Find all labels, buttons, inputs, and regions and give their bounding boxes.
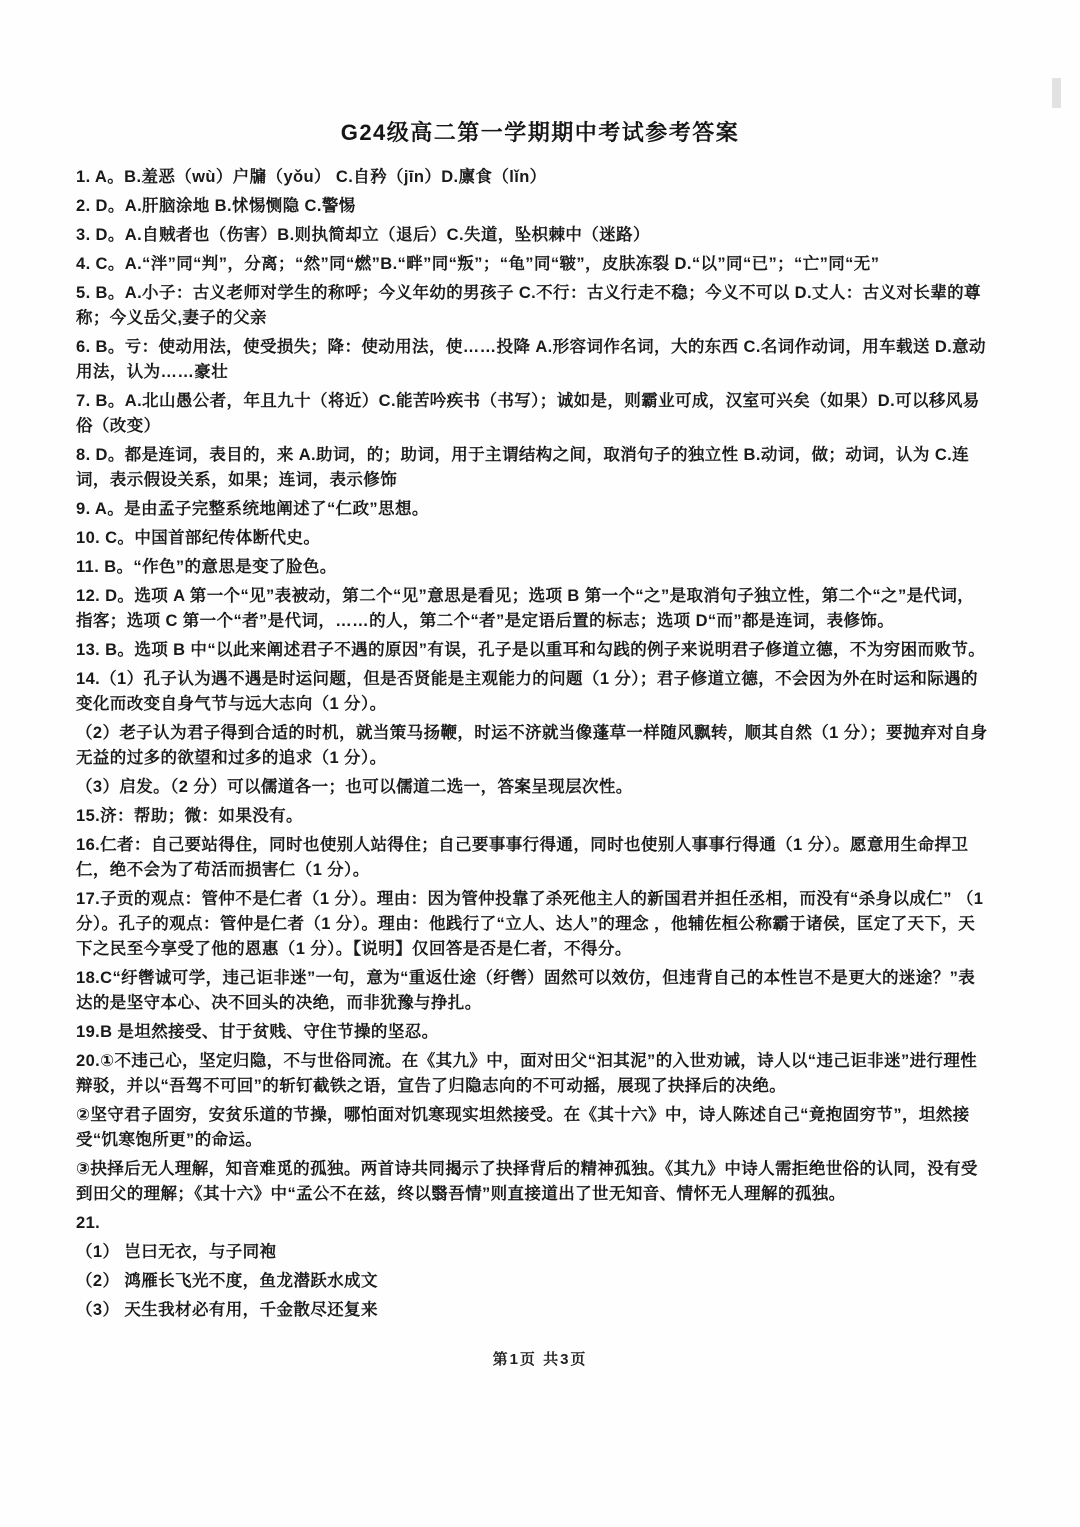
answer-line: 8. D。都是连词，表目的，来 A.助词，的；助词，用于主谓结构之间，取消句子的独立性 B.动词，做；动词，认为 C.连词，表示假设关系，如果；连词，表示修饰	[76, 446, 970, 489]
answer-line: 11. B。“作色”的意思是变了脸色。	[76, 558, 337, 576]
answer-line: （1） 岂曰无衣，与子同袍	[76, 1243, 277, 1261]
answer-line: 20.①不违己心，坚定归隐，不与世俗同流。在《其九》中，面对田父“汩其泥”的入世劝诫，诗人以“违己讵非迷”进行理性辩驳，并以“吾驾不可回”的斩钉截铁之语，宣告了归隐志向的不可动摇，展现了抉择后的决绝。	[76, 1052, 978, 1095]
scan-artifact	[1052, 78, 1061, 108]
answer-line: 21.	[76, 1214, 101, 1232]
answer-line: 9. A。是由孟子完整系统地阐述了“仁政”思想。	[76, 500, 429, 518]
answer-line: 17.子贡的观点：管仲不是仁者（1 分）。理由：因为管仲投靠了杀死他主人的新国君并担任丞相，而没有“杀身以成仁” （1 分）。孔子的观点：管仲是仁者（1 分）。理由：他践行了“立人、达人”的理念 ，他辅佐桓公称霸于诸侯，匡定了天下，天下之民至今享受了他的恩惠（1 分）。【说明】仅回答是否是仁者，不得分。	[76, 890, 984, 958]
answer-line: 2. D。A.肝脑涂地 B.怵惕恻隐 C.警惕	[76, 197, 356, 215]
answer-line: 4. C。A.“泮”同“判”，分离；“然”同“燃”B.“畔”同“叛”；“龟”同“皲”，皮肤冻裂 D.“以”同“已”；“亡”同“无”	[76, 255, 880, 273]
page-title: G24级高二第一学期期中考试参考答案	[340, 120, 740, 145]
answer-line: 16.仁者：自己要站得住，同时也使别人站得住；自己要事事行得通，同时也使别人事事行得通（1 分）。愿意用生命捍卫仁，绝不会为了苟活而损害仁（1 分）。	[76, 836, 969, 879]
answer-line: （2） 鸿雁长飞光不度，鱼龙潜跃水成文	[76, 1272, 378, 1290]
answer-line: 15.济：帮助；微：如果没有。	[76, 807, 303, 825]
answer-line: 19.B 是坦然接受、甘于贫贱、守住节操的坚忍。	[76, 1023, 439, 1041]
answer-line: ③抉择后无人理解，知音难觅的孤独。两首诗共同揭示了抉择背后的精神孤独。《其九》中诗人需拒绝世俗的认同，没有受到田父的理解；《其十六》中“孟公不在兹，终以翳吾情”则直接道出了世无知音、情怀无人理解的孤独。	[76, 1160, 978, 1203]
answer-line: 14.（1）孔子认为遇不遇是时运问题，但是否贤能是主观能力的问题（1 分）；君子修道立德，不会因为外在时运和际遇的变化而改变自身气节与远大志向（1 分）。	[76, 670, 978, 713]
answer-line: （3） 天生我材必有用，千金散尽还复来	[76, 1301, 378, 1319]
answer-line: 5. B。A.小子：古义老师对学生的称呼；今义年幼的男孩子 C.不行：古义行走不稳；今义不可以 D.丈人：古义对长辈的尊称；今义岳父,妻子的父亲	[76, 284, 981, 327]
answer-line: 18.C“纡辔诚可学，违己讵非迷”一句，意为“重返仕途（纡辔）固然可以效仿，但违背自己的本性岂不是更大的迷途？”表达的是坚守本心、决不回头的决绝，而非犹豫与挣扎。	[76, 969, 976, 1012]
answer-line: （3）启发。（2 分）可以儒道各一；也可以儒道二选一，答案呈现层次性。	[76, 778, 633, 796]
answer-line: 13. B。选项 B 中“以此来阐述君子不遇的原因”有误，孔子是以重耳和勾践的例子来说明君子修道立德，不为穷困而败节。	[76, 641, 986, 659]
answer-line: 7. B。A.北山愚公者，年且九十（将近）C.能苦吟疾书（书写）；诚如是，则霸业可成，汉室可兴矣（如果）D.可以移风易俗（改变）	[76, 392, 980, 435]
answer-line: （2）老子认为君子得到合适的时机，就当策马扬鞭，时运不济就当像蓬草一样随风飘转，顺其自然（1 分）；要抛弃对自身无益的过多的欲望和过多的追求（1 分）。	[76, 724, 988, 767]
answer-line: ②坚守君子固穷，安贫乐道的节操，哪怕面对饥寒现实坦然接受。在《其十六》中，诗人陈述自己“竟抱固穷节”，坦然接受“饥寒饱所更”的命运。	[76, 1106, 970, 1149]
answer-line: 12. D。选项 A 第一个“见”表被动，第二个“见”意思是看见；选项 B 第一个“之”是取消句子独立性，第二个“之”是代词，指客；选项 C 第一个“者”是代词，……的人，第二个“者”是定语后置的标志；选项 D“而”都是连词，表修饰。	[76, 587, 975, 630]
answer-line: 1. A。B.羞恶（wù）户牖（yǒu） C.自矜（jīn）D.廪食（lǐn）	[76, 168, 547, 186]
answer-line: 3. D。A.自贼者也（伤害）B.则执简却立（退后）C.失道，坠枳棘中（迷路）	[76, 226, 650, 244]
answer-line: 10. C。中国首部纪传体断代史。	[76, 529, 321, 547]
page-footer: 第1页 共3页	[492, 1351, 588, 1368]
answer-line: 6. B。亏：使动用法，使受损失；降：使动用法，使……投降 A.形容词作名词，大的东西 C.名词作动词，用车载送 D.意动用法，认为……豪壮	[76, 338, 986, 381]
answers-list	[0, 147, 1080, 1323]
